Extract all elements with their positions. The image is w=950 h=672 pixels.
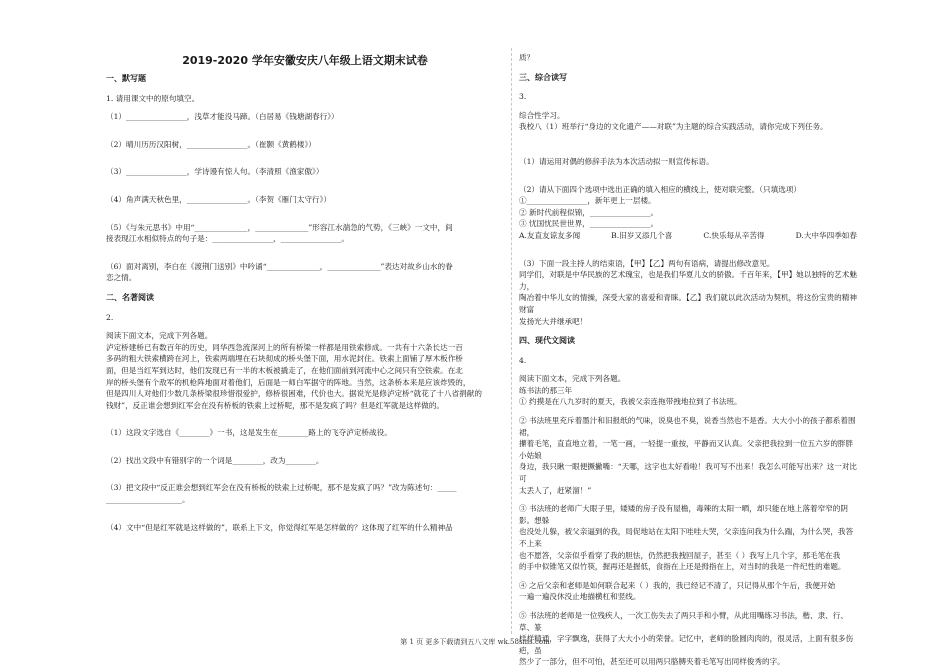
couplet-blank: ③ 忧国忧民世世界，________________。 bbox=[519, 219, 659, 229]
answer-options bbox=[519, 230, 857, 242]
question-1-6-cont: 恋之情。 bbox=[106, 273, 137, 283]
question-1-1: （1）________________，浅草才能没马蹄。（白居易《钱塘湖春行》） bbox=[106, 112, 339, 122]
right-column bbox=[519, 52, 857, 668]
question-1-2: （2）晴川历历汉阳树，________________。（崔颢《黄鹤楼》） bbox=[106, 139, 316, 149]
question-3-3: （3）下面一段主持人的结束语，【甲】【乙】两句有语病，请提出修改意见。 bbox=[519, 258, 775, 268]
column-divider bbox=[511, 48, 512, 634]
section-heading: 三、综合读写 bbox=[519, 72, 567, 82]
passage-line: 发扬光大并继承吧！ bbox=[519, 316, 588, 326]
question-1-5: （5）《与朱元思书》中用“______________，______________”形容江水湍急的气势，《三峡》一文中，间 bbox=[106, 222, 453, 232]
section-heading: 四、现代文阅读 bbox=[519, 336, 575, 346]
question-3-desc: 我校八（1）班举行“身边的文化遗产——对联”为主题的综合实践活动，请你完成下列任务。 bbox=[519, 122, 828, 132]
couplet-blank: ①________________，新年更上一层楼。 bbox=[519, 196, 656, 206]
question-1-4: （4）角声满天秋色里，________________。（李贺《雁门太守行》） bbox=[106, 194, 332, 204]
passage-line: 多码的粗大铁索横跨在河上，铁索两端埋在石块彻成的桥头堡下面，用水泥封住。铁索上面铺了厚木板作桥 bbox=[106, 354, 463, 364]
question-4: 4. bbox=[519, 355, 527, 365]
left-column bbox=[106, 52, 504, 533]
question-2-intro: 阅读下面文本，完成下列各题。 bbox=[106, 331, 213, 341]
passage-line: 泸定桥建桥已有数百年的历史，同华西急流深河上的所有桥梁一样都是用铁索修成。一共有十六条长达一百 bbox=[106, 342, 463, 352]
question-2-2: （2）找出文段中有错别字的一个词是________，改为________。 bbox=[106, 455, 324, 465]
section-heading: 二、名著阅读 bbox=[106, 292, 154, 302]
question-2-4: （4）文中“但是红军就是这样做的”，联系上下文，你觉得红军是怎样做的？这体现了红军的什么精神品 bbox=[106, 522, 453, 532]
paragraph-2-line: 攥着毛笔，直直地立着，一笔一画，一轻提一重按，平静而又认真。父亲把我拉到一位五六岁的胖胖小姑娘 bbox=[519, 439, 854, 460]
couplet-blank: ② 新时代前程似锦，________________。 bbox=[519, 207, 659, 217]
option-a: A.友直友谅友多闻 bbox=[519, 230, 581, 240]
question-1-5-cont: 接表现江水相似特点的句子是：________________，________________。 bbox=[106, 234, 349, 244]
question-1-6: （6）面对离别，李白在《渡荆门送别》中吟诵“______________，______________”表达对故乡山水的眷 bbox=[106, 261, 453, 271]
passage-line: 钱财”，反正谁会想到红军会在没有桥板的铁索上过桥呢，那不是发疯了吗？但是红军就是这样做的。 bbox=[106, 400, 445, 410]
section-heading: 一、默写题 bbox=[106, 74, 146, 83]
question-1: 1. 请用课文中的原句填空。 bbox=[106, 93, 200, 103]
question-2-4-cont: 质？ bbox=[519, 53, 535, 62]
option-b: B.旧岁又添几个喜 bbox=[611, 230, 673, 240]
question-3-2: （2）请从下面四个选项中选出正确的填入相应的横线上，使对联完整。（只填选项） bbox=[519, 184, 801, 194]
paragraph-1: ① 约摸是在八九岁时的夏天，我被父亲连拖带拽地拉到了书法班。 bbox=[519, 397, 742, 407]
passage-line: 面，但是当红军到达时，他们发现已有一半的木板被撬走了，在他们面前到河流中心之间只有空铁索。在北 bbox=[106, 365, 463, 375]
passage-line: 陶冶着中华儿女的情操，深受大家的喜爱和青睐。【乙】我们就以此次活动为契机，将这份宝贵的精神财富 bbox=[519, 293, 857, 314]
option-c: C.快乐每从辛苦得 bbox=[703, 230, 765, 240]
question-2-3-cont: ____________________。 bbox=[106, 495, 190, 505]
question-2-3: （3）把文段中“反正谁会想到红军会在没有桥板的铁索上过桥呢，那不是发疯了吗？”改为陈述句：_____ bbox=[106, 483, 457, 493]
question-4-intro: 阅读下面文本，完成下列各题。 bbox=[519, 374, 626, 384]
paragraph-3-line: 也不愿答，父亲似乎看穿了我的胆怯，仍然把我拽回屋子，甚至（ ）我写上几个字，那毛笔在我 bbox=[519, 550, 841, 560]
passage-line: 同学们，对联是中华民族的艺术瑰宝，也是我们华夏儿女的骄傲。千百年来，【甲】她以独特的艺术魅力， bbox=[519, 270, 857, 291]
paragraph-4: ④ 之后父亲和老师是如何联合起来（ ）我的，我已经记不清了，只记得从那个午后，我便开始 bbox=[519, 580, 836, 590]
paragraph-5: ⑤ 书法班的老师是一位残疾人，一次工伤失去了两只手和小臂，从此用嘴练习书法，楷、隶、行、草、篆 bbox=[519, 610, 848, 632]
paragraph-2: ② 书法班里充斥着墨汁和旧报纸的气味，说臭也不臭，说香当然也不是香。大大小小的孩子都系着围裙， bbox=[519, 416, 856, 437]
question-2: 2. bbox=[106, 312, 114, 322]
question-3: 3. bbox=[519, 92, 527, 102]
question-1-3: （3）________________，学诗谩有惊人句。（李清照《渔家傲》） bbox=[106, 167, 324, 177]
paragraph-3: ③ 书法班的老师广大眼子里，矮矮的房子没有屋檐，毒辣的太阳一晒，却只能在地上落着窄窄的阴影。想躲 bbox=[519, 504, 848, 525]
paragraph-3-line: 的手中似锥笔又似竹筷，握再还是握低，食指在上还是拇指在上，对当时的我是一件纪性的难题。 bbox=[519, 562, 846, 572]
paragraph-2-line: 身边，我只瞅一眼便撅撇嘴：“天哪，这字也太好看啦！我可写不出来！我怎么可能写出来？这一对比可 bbox=[519, 462, 858, 484]
passage-line: 但是四川人对他们少数几条桥梁很珍惜很爱护，修桥很困难，代价也大。据说光是修泸定桥“就花了十八省捐献的 bbox=[106, 389, 482, 399]
paragraph-5-line: 样样精通，字字飘逸，获得了大大小小的荣誉。记忆中，老师的脸圆肉肉的，很灵活，上面有很多伤疤，虽 bbox=[519, 634, 854, 655]
essay-title: 练书法的那三年 bbox=[519, 385, 573, 395]
question-3-1: （1）请运用对偶的修辞手法为本次活动拟一则宣传标语。 bbox=[519, 156, 714, 166]
paragraph-3-line: 也没处儿躲，被父亲逼到的我，局促地站在太阳下哇哇大哭，父亲连问我为什么踹，为什么哭，我答不上来 bbox=[519, 527, 854, 548]
paragraph-4-line: 一遍一遍没休没止地描横杠和竖线。 bbox=[519, 592, 641, 602]
option-d: D.大中华四季如春 bbox=[795, 230, 857, 240]
question-2-1: （1）这段文字选自《________》一书，这是发生在________路上的飞夺泸定桥战役。 bbox=[106, 428, 392, 438]
page-footer: 第 1 页 更多下载请到五八文库 wk.58sms.com bbox=[400, 638, 550, 646]
paragraph-5-line: 然少了一部分，但不可怕，甚至还可以用两只胳膊夹着毛笔写出同样俊秀的字。 bbox=[519, 657, 785, 667]
paragraph-2-line: 太丢人了，赶紧溜！” bbox=[519, 485, 592, 495]
passage-line: 岸的桥头堡有个敌军的机枪阵地面对着他们，后面是一师白军据守的阵地。当然，这条桥本来是应该炸毁的， bbox=[106, 377, 471, 387]
page-title: 2019-2020 学年安徽安庆八年级上语文期末试卷 bbox=[182, 54, 428, 67]
question-3-intro: 综合性学习。 bbox=[519, 110, 565, 120]
